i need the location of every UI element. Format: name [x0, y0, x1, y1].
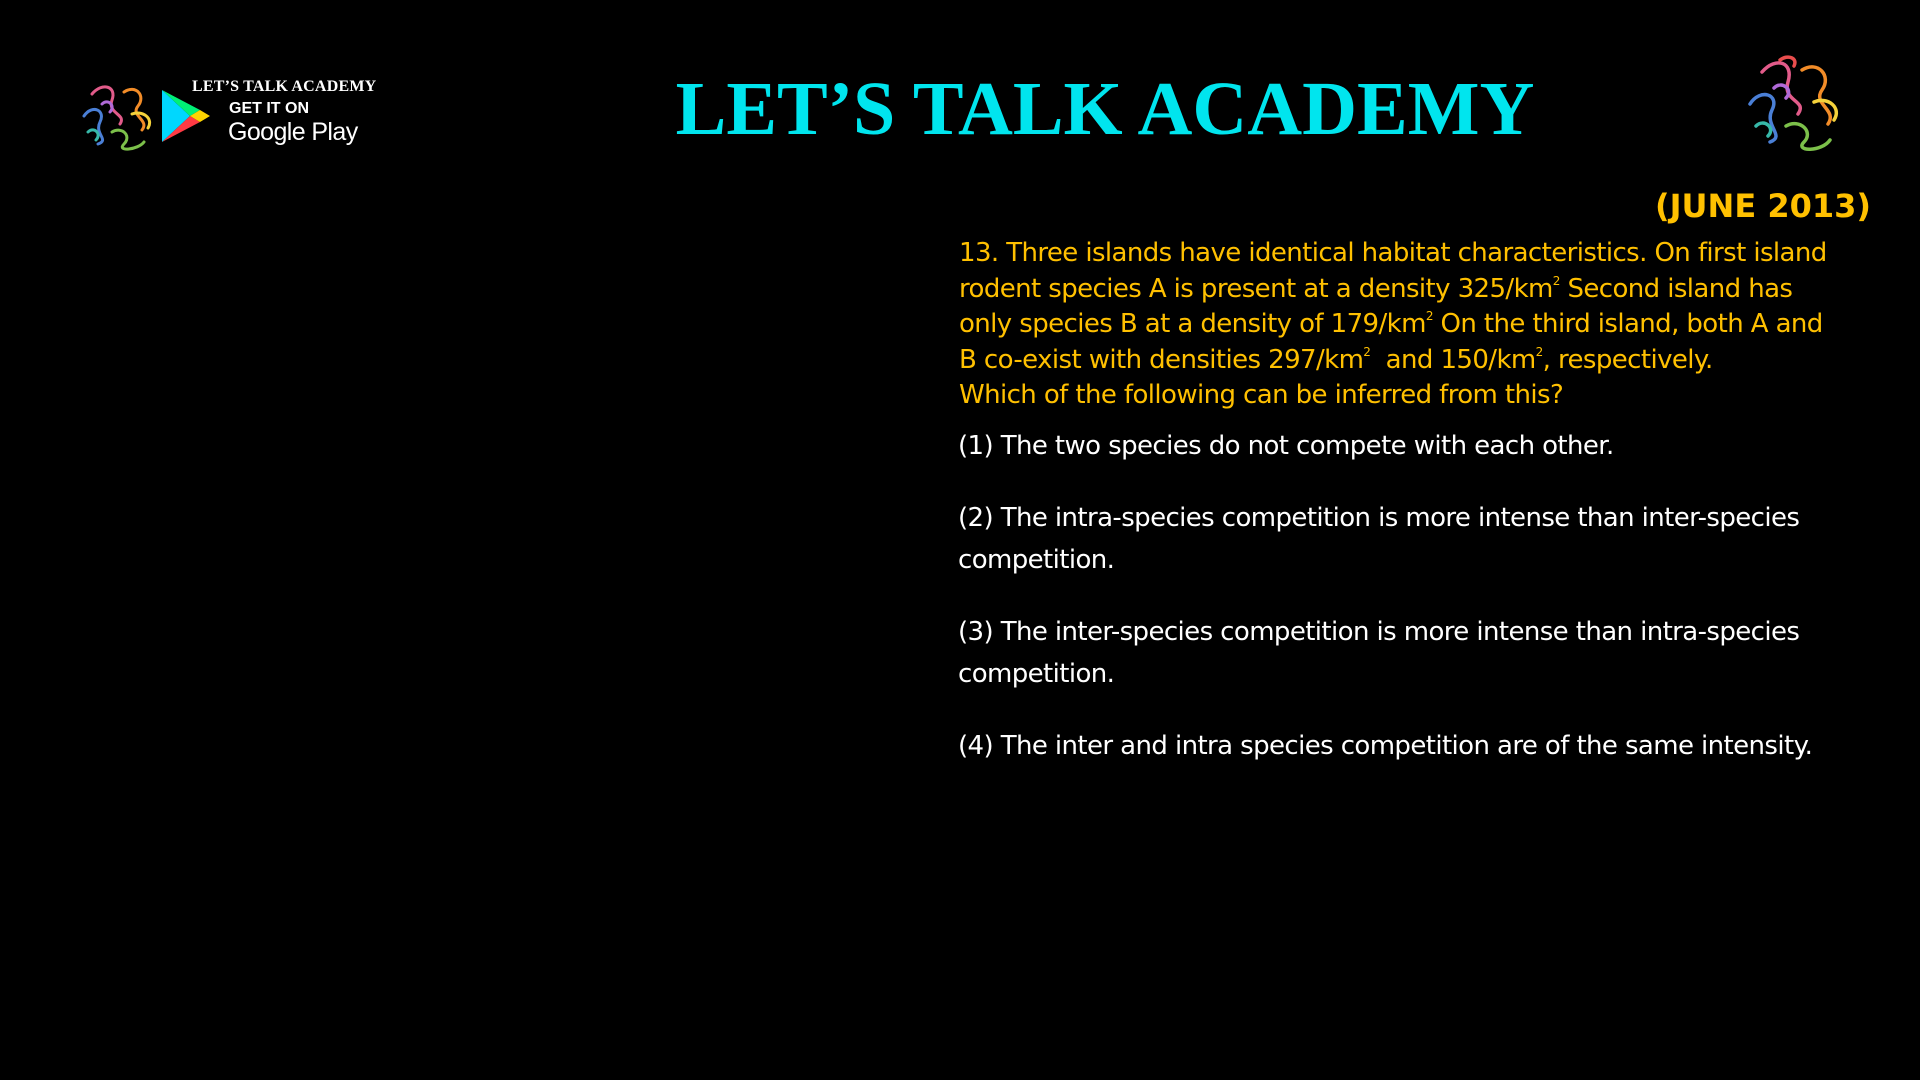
badge-get-it-on: GET IT ON [229, 100, 309, 117]
question-line-5: Which of the following can be inferred from this? [959, 380, 1564, 410]
question-line-3-end: On the third island, both A and [1432, 309, 1823, 339]
question-line-3-start: only species B at a density of 179/km [959, 309, 1426, 339]
superscript-2: 2 [1552, 273, 1560, 288]
question-line-1: 13. Three islands have identical habitat characteristics. On first island [959, 238, 1827, 268]
option-4[interactable]: (4) The inter and intra species competition are of the same intensity. [958, 731, 1813, 761]
superscript-2: 2 [1363, 344, 1371, 359]
question-line-2-start: rodent species A is present at a density 325/km [959, 273, 1553, 304]
option-2[interactable]: (2) The intra-species competition is more intense than inter-species competition. [958, 503, 1800, 575]
question-line-2-end: Second island has [1559, 273, 1793, 304]
option-3[interactable]: (3) The inter-species competition is more intense than intra-species competition. [958, 617, 1800, 689]
question-text [959, 236, 1904, 414]
question-line-4-a: B co-exist with densities 297/km [959, 344, 1364, 375]
badge-academy-name: LET’S TALK ACADEMY [192, 78, 377, 95]
question-line-4 [959, 343, 1904, 379]
superscript-2: 2 [1425, 309, 1433, 323]
question-line-3 [959, 307, 1904, 343]
badge-store-name: Google Play [228, 118, 358, 146]
page-title: LET’S TALK ACADEMY [675, 67, 1535, 151]
option-1[interactable]: (1) The two species do not compete with each other. [958, 431, 1614, 461]
question-line-2 [959, 272, 1904, 308]
answer-options [958, 425, 1908, 797]
question-line-4-b: and 150/km [1370, 344, 1536, 375]
superscript-2: 2 [1535, 344, 1543, 359]
exam-date-label: (JUNE 2013) [1655, 187, 1871, 225]
protein-ribbon-logo-icon [1736, 48, 1852, 160]
question-line-4-c: , respectively. [1542, 344, 1713, 375]
